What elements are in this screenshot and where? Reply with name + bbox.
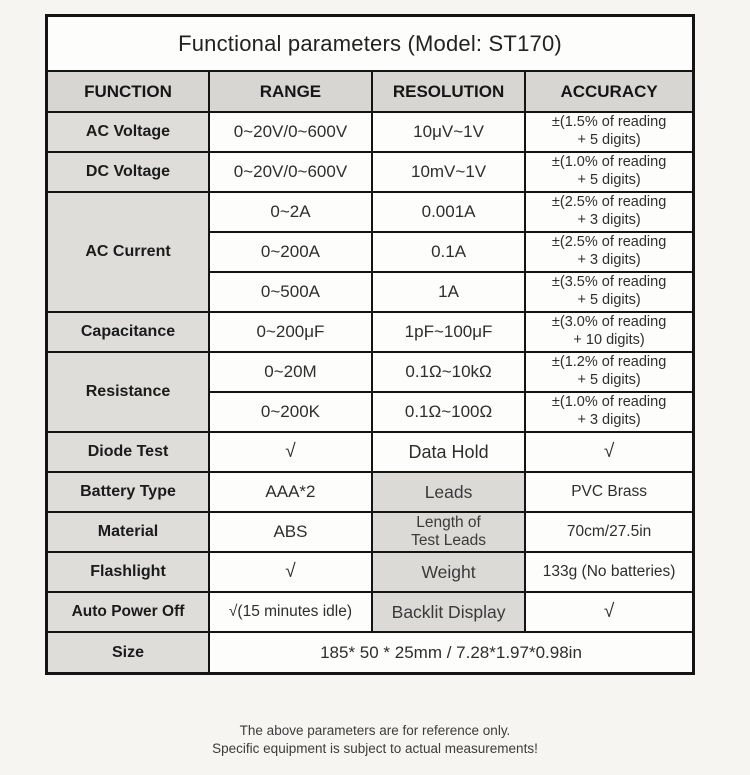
resolution-cell: 10μV~1V [372,112,525,152]
row-label: Material [48,512,209,552]
accuracy-line: ±(1.5% of reading [551,114,667,131]
accuracy-line: ±(3.5% of reading [551,274,667,291]
feature-value-cell: 133g (No batteries) [525,552,692,592]
feature-label-line: Length of [416,514,481,532]
resolution-cell: 0.1A [372,232,525,272]
page-title: Functional parameters (Model: ST170) [48,17,692,72]
accuracy-line: + 5 digits) [577,372,641,388]
accuracy-line: ±(1.0% of reading [551,154,667,171]
range-cell: 0~200K [209,392,372,432]
column-header-range: RANGE [209,72,372,112]
range-cell: 0~2A [209,192,372,232]
table-row-resistance-1 [48,352,692,392]
disclaimer-line-1: The above parameters are for reference only. [239,723,511,738]
disclaimer-note [0,722,750,757]
row-label: Size [48,632,209,672]
row-label: Flashlight [48,552,209,592]
row-label: Diode Test [48,432,209,472]
column-header-resolution: RESOLUTION [372,72,525,112]
header-row [48,72,692,112]
accuracy-line: + 3 digits) [577,412,641,428]
resolution-cell: 1A [372,272,525,312]
table-row-auto-power-off [48,592,692,632]
feature-label-cell: Weight [372,552,525,592]
feature-value-cell: √ [525,592,692,632]
accuracy-line: ±(1.0% of reading [551,394,667,411]
accuracy-cell [525,392,692,432]
table-row-size [48,632,692,672]
row-label: Resistance [48,352,209,432]
accuracy-line: ±(1.2% of reading [551,354,667,371]
value-cell: ABS [209,512,372,552]
accuracy-line: + 5 digits) [577,292,641,308]
check-cell: √ [209,432,372,472]
row-label: DC Voltage [48,152,209,192]
feature-value-cell: 70cm/27.5in [525,512,692,552]
resolution-cell: 10mV~1V [372,152,525,192]
accuracy-cell [525,272,692,312]
table-row-diode-test [48,432,692,472]
table-row-dc-voltage [48,152,692,192]
accuracy-cell [525,352,692,392]
size-value-cell: 185* 50 * 25mm / 7.28*1.97*0.98in [209,632,692,672]
accuracy-line: ±(3.0% of reading [551,314,667,331]
value-cell: √(15 minutes idle) [209,592,372,632]
accuracy-line: + 10 digits) [573,332,645,348]
table-row-flashlight [48,552,692,592]
table-row-material [48,512,692,552]
accuracy-line: + 3 digits) [577,252,641,268]
table-row-capacitance [48,312,692,352]
accuracy-cell [525,112,692,152]
range-cell: 0~20M [209,352,372,392]
disclaimer-line-2: Specific equipment is subject to actual measurements! [212,740,538,756]
feature-label-cell: Leads [372,472,525,512]
range-cell: 0~200A [209,232,372,272]
column-header-accuracy: ACCURACY [525,72,692,112]
row-label: AC Current [48,192,209,312]
feature-label-cell: Backlit Display [372,592,525,632]
accuracy-line: + 3 digits) [577,212,641,228]
value-cell: AAA*2 [209,472,372,512]
accuracy-cell [525,192,692,232]
accuracy-line: + 5 digits) [577,172,641,188]
range-cell: 0~20V/0~600V [209,152,372,192]
accuracy-line: + 5 digits) [577,132,641,148]
resolution-cell: 1pF~100μF [372,312,525,352]
accuracy-line: ±(2.5% of reading [551,194,667,211]
accuracy-cell [525,152,692,192]
table-row-battery-type [48,472,692,512]
resolution-cell: 0.001A [372,192,525,232]
row-label: Capacitance [48,312,209,352]
accuracy-cell [525,312,692,352]
resolution-cell: 0.1Ω~10kΩ [372,352,525,392]
feature-label-cell [372,512,525,552]
range-cell: 0~200μF [209,312,372,352]
spec-sheet [45,14,695,675]
table-row-ac-voltage [48,112,692,152]
column-header-function: FUNCTION [48,72,209,112]
row-label: Auto Power Off [48,592,209,632]
accuracy-line: ±(2.5% of reading [551,234,667,251]
range-cell: 0~500A [209,272,372,312]
feature-value-cell: √ [525,432,692,472]
feature-label-cell: Data Hold [372,432,525,472]
feature-value-cell: PVC Brass [525,472,692,512]
resolution-cell: 0.1Ω~100Ω [372,392,525,432]
check-cell: √ [209,552,372,592]
row-label: Battery Type [48,472,209,512]
feature-label-line: Test Leads [411,532,487,549]
range-cell: 0~20V/0~600V [209,112,372,152]
row-label: AC Voltage [48,112,209,152]
table-row-ac-current-1 [48,192,692,232]
parameters-table [48,72,692,672]
accuracy-cell [525,232,692,272]
